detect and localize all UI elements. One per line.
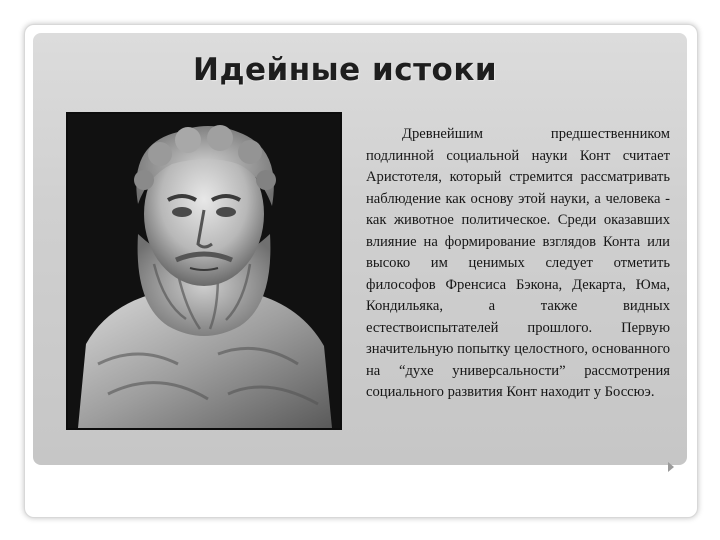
slide-title: Идейные истоки <box>193 52 498 88</box>
aristotle-bust-image <box>66 112 342 430</box>
next-slide-arrow-icon[interactable] <box>668 462 674 472</box>
slide-body-text: Древнейшим предшественником подлинной социальной науки Конт считает Аристотеля, который стремится рассматривать наблюдение как основу этой науки, а человека - как животное политическое. Среди оказавших влияние на формирование взглядов Конта или высоко им ценимых следует отметить философов Френсиса Бэкона, Декарта, Юма, Кондильяка, а также видных естествоиспытателей прошлого. Первую значительную попытку целостного, основанного на “духе универсальности” рассмотрения социального развития Конт находит у Боссюэ. <box>366 126 670 400</box>
